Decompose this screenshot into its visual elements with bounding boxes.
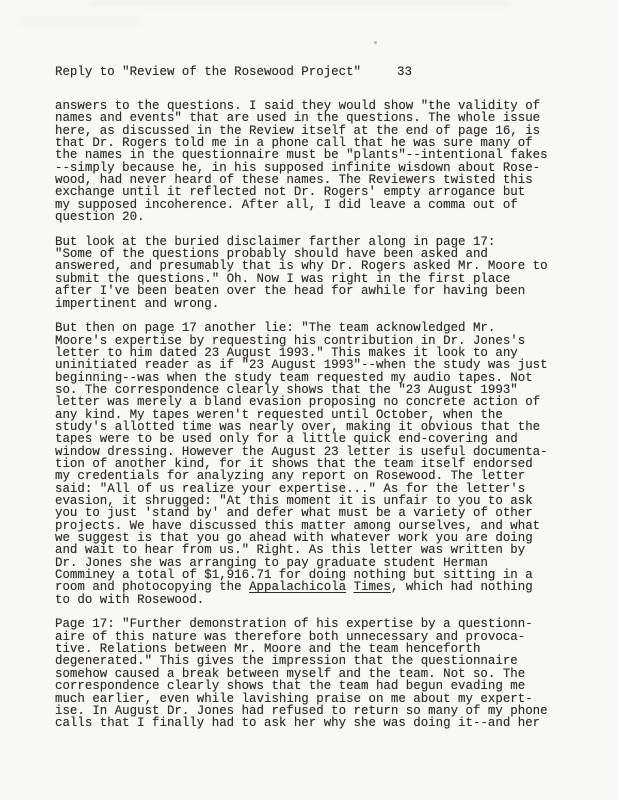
scan-artifact (374, 41, 377, 44)
paragraph: answers to the questions. I said they would show "the validity of names and events" that are used in the questions. The whole issue here, as discussed in the Review itself at the end of page 16, is that Dr. Rogers told me in a phone call that he was sure many of the names in the questionnaire must be "plants"--intentional fakes --simply because he, in his supposed infinite wisdown about Rose- wood, had never heard of these names. The Reviewers twisted this exchange until it reflected not Dr. Rogers' empty arrogance but my supposed incoherence. After all, I did leave a comma out of question 20. (55, 99, 548, 225)
scan-artifact (90, 0, 510, 7)
underlined-text: Times (353, 580, 391, 595)
scan-artifact (20, 18, 140, 28)
document-body (55, 100, 565, 742)
underlined-text: Appalachicola (249, 580, 347, 595)
page-header (55, 66, 412, 78)
paragraph: But look at the buried disclaimer farther along in page 17: "Some of the questions probably should have been asked and answered, and presumably that is why Dr. Rogers asked Mr. Moore to submit the questions." Oh. Now I was right in the first place after I've been beaten over the head for awhile for having been impertinent and wrong. (55, 234, 548, 311)
header-title: Reply to "Review of the Rosewood Project" (55, 65, 362, 79)
page-number: 33 (397, 65, 412, 79)
paragraph: But then on page 17 another lie: "The team acknowledged Mr. Moore's expertise by requesting his contribution in Dr. Jones's letter to him dated 23 August 1993." This makes it look to any uninitiated reader as if "23 August 1993"--when the study was just beginning--was when the study team requested my audio tapes. Not so. The correspondence clearly shows that the "23 August 1993" letter was merely a bland evasion proposing no concrete action of any kind. My tapes weren't requested until October, when the study's allotted time was nearly over, making it obvious that the tapes were to be used only for a little quick end-covering and window dressing. However the August 23 letter is useful documenta- tion of another kind, for it shows that the team itself endorsed my credentials for analyzing any report on Rosewood. The letter said: "All of us realize your expertise..." As for the letter's evasion, it shrugged: "At this moment it is unfair to you to ask you to just 'stand by' and defer what must be a variety of other projects. We have discussed this matter among ourselves, and what we suggest is that you go ahead with whatever work you are doing and wait to hear from us." Right. As this letter was written by Dr. Jones she was arranging to pay graduate student Herman Comminey a total of $1,916.71 for doing nothing but sitting in a room and photocopying the Appalachicola Times, which had nothing to do with Rosewood. (55, 321, 548, 607)
paragraph: Page 17: "Further demonstration of his expertise by a questionn- aire of this nature was therefore both unnecessary and provoca- tive. Relations between Mr. Moore and the team henceforth degenerated." This gives the impression that the questionnaire somehow caused a break between myself and the team. Not so. The correspondence clearly shows that the team had begun evading me much earlier, even while lavishing praise on me about my expert- ise. In August Dr. Jones had refused to return so many of my phone calls that I finally had to ask her why she was doing it--and her (55, 617, 548, 731)
